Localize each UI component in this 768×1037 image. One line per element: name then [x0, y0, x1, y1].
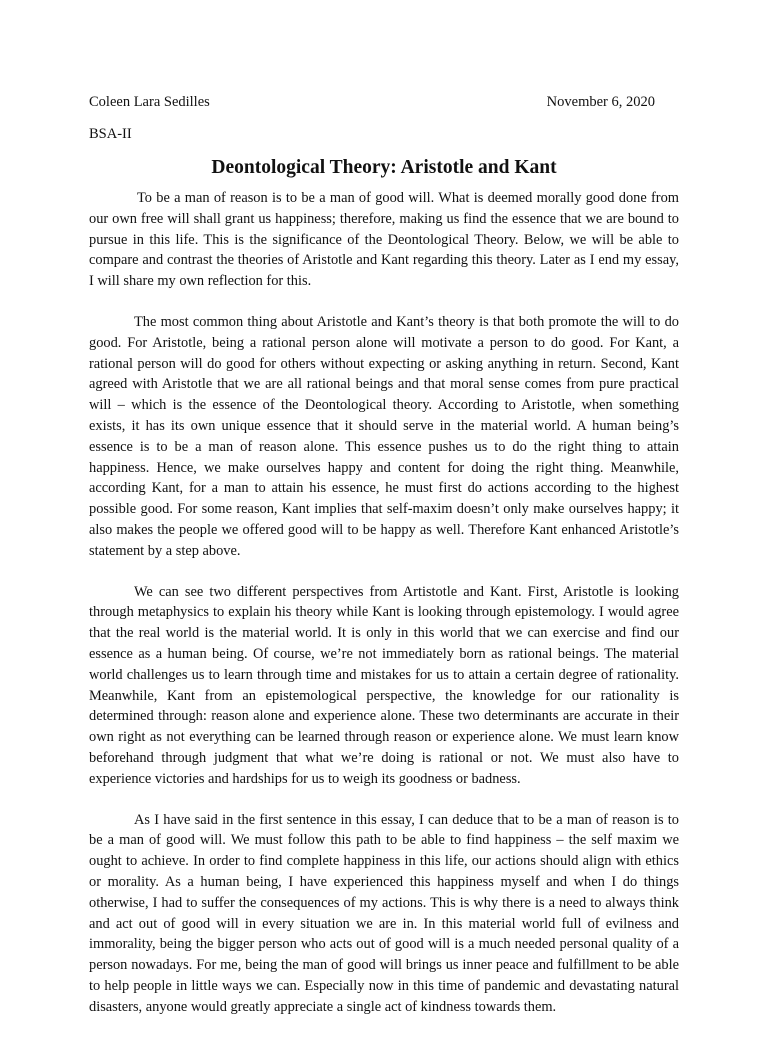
author-name: Coleen Lara Sedilles — [89, 94, 210, 110]
class-section: BSA-II — [89, 126, 132, 142]
essay-body — [89, 188, 679, 1037]
paragraph-introduction: To be a man of reason is to be a man of good will. What is deemed morally good done from our own free will shall grant us happiness; therefore, making us find the essence that we are bound to pursue in this life. This is the significance of the Deontological Theory. Below, we will be able to compare and contrast the theories of Aristotle and Kant regarding this theory. Later as I end my essay, I will share my own reflection for this. — [89, 190, 679, 290]
document-header — [89, 92, 655, 112]
paragraph-perspectives: We can see two different perspectives from Artistotle and Kant. First, Aristotle is looking through metaphysics to explain his theory while Kant is looking through epistemology. I would agree that the real world is the material world. It is only in this world that we can exercise and find our essence as a human being. Of course, we’re not immediately born as rational beings. The material world challenges us to learn through time and mistakes for us to attain a certain degree of rationality. Meanwhile, Kant from an epistemological perspective, the knowledge for our rationality is determined through: reason alone and experience alone. These two determinants are accurate in their own right as not everything can be learned through reason or experience alone. We must learn know beforehand through judgment that what we’re doing is rational or not. We must also have to experience victories and hardships for us to weigh its goodness or badness. — [89, 583, 679, 787]
paragraph-comparison: The most common thing about Aristotle and Kant’s theory is that both promote the will to do good. For Aristotle, being a rational person alone will motivate a person to do good. For Kant, a rational person will do good for others without expecting or asking anything in return. Second, Kant agreed with Aristotle that we are all rational beings and that moral sense comes from pure practical will – which is the essence of the Deontological theory. According to Aristotle, when something exists, it has its own unique essence that it should serve in the material world. A human being’s essence is to be a man of reason alone. This essence pushes us to do the right thing to attain happiness. Hence, we make ourselves happy and content for doing the right thing. Meanwhile, according Kant, for a man to attain his essence, he must first do actions according to the highest possible good. For some reason, Kant implies that self-maxim doesn’t only make ourselves happy; it also makes the people we offered good will to be happy as well. Therefore Kant enhanced Aristotle’s statement by a step above. — [89, 313, 679, 559]
essay-title: Deontological Theory: Aristotle and Kant — [211, 157, 557, 178]
paragraph-reflection: As I have said in the first sentence in this essay, I can deduce that to be a man of reason is to be a man of good will. We must follow this path to be able to find happiness – the self maxim we ought to achieve. In order to find complete happiness in this life, our actions should align with ethics or morality. As a human being, I have experienced this happiness myself and when I do things otherwise, I had to suffer the consequences of my actions. This is why there is a need to always think and act out of good will in every situation we are in. In this material world full of evilness and immorality, being the bigger person who acts out of good will is a much needed personal quality of a person nowadays. For me, being the man of good will brings us inner peace and fulfillment to be able to help people in little ways we can. Especially now in this time of pandemic and devastating natural disasters, anyone would greatly appreciate a single act of kindness towards them. — [89, 811, 679, 1015]
document-date: November 6, 2020 — [546, 94, 655, 110]
